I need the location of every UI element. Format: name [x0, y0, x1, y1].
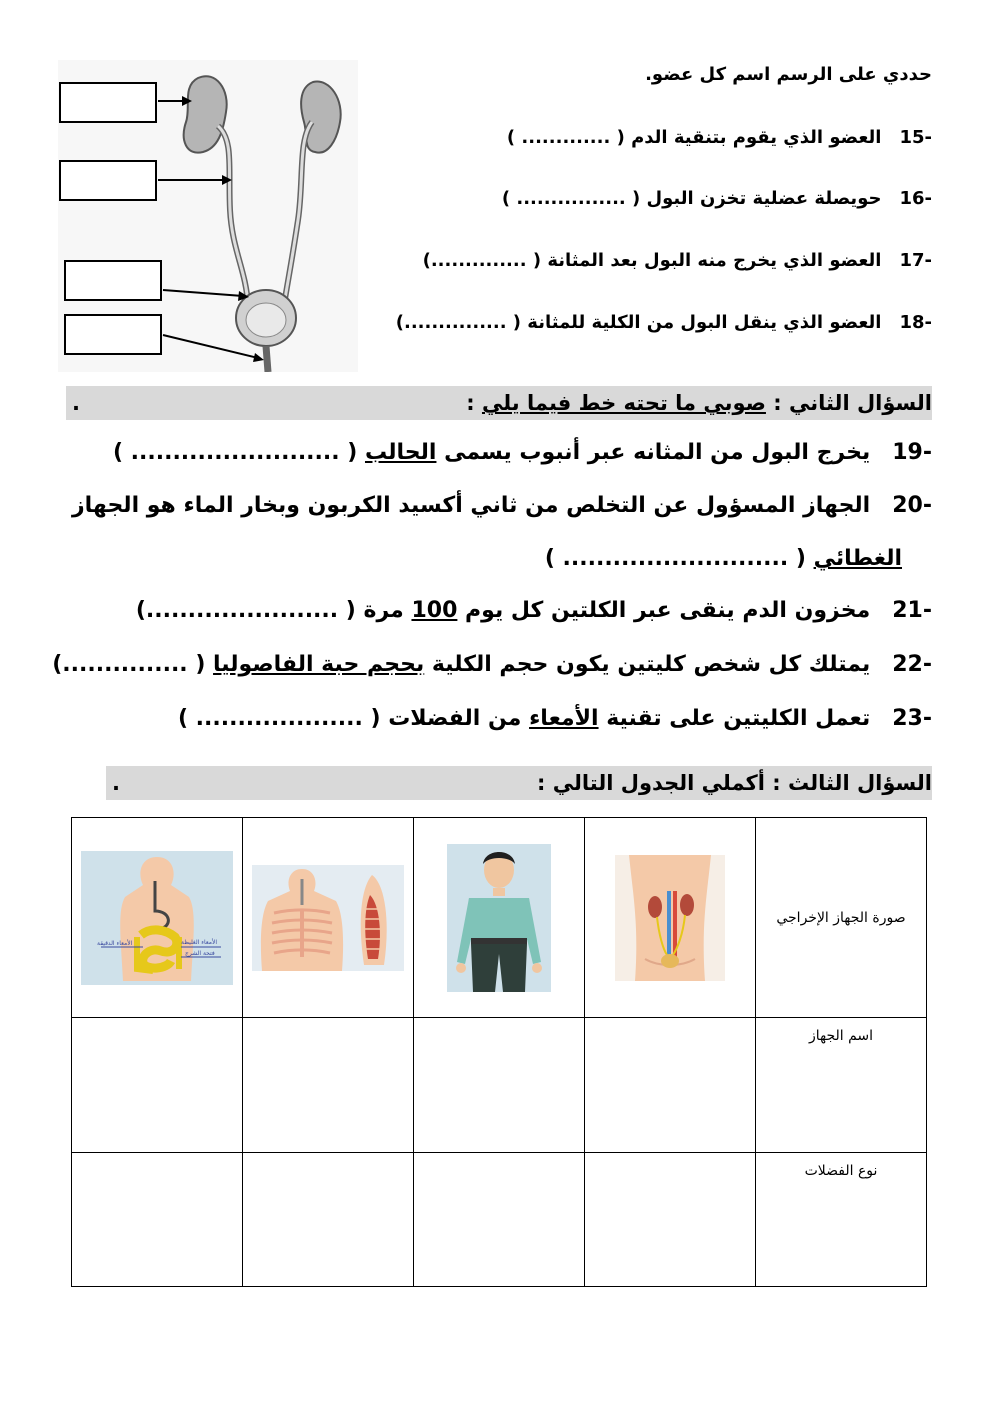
cell-urinary-image: [585, 818, 756, 1018]
answer-cell[interactable]: [72, 1152, 243, 1286]
urinary-system-diagram: [58, 60, 358, 372]
question-text: تعمل الكليتين على تقنية: [598, 706, 871, 731]
question-number: -21: [892, 598, 932, 623]
table-row-system-name: [72, 1018, 927, 1152]
answer-blank: مرة ( .......................): [135, 598, 412, 623]
answer-blank: ( ........................... ): [544, 546, 814, 571]
label-small-intestine: الأمعاء الدقيقة: [97, 939, 133, 947]
question-text: العضو الذي يقوم بتنقية الدم ( ............. ): [506, 127, 882, 148]
answer-blank: ( ......................... ): [112, 440, 365, 465]
question-number: -20: [892, 493, 932, 518]
row-header-system-name: اسم الجهاز: [756, 1018, 927, 1152]
question-text: العضو الذي يخرج منه البول بعد المثانة ( ..............): [422, 250, 882, 271]
answer-blank: من الفضلات ( .................... ): [177, 706, 530, 731]
question-15: [507, 127, 932, 148]
answer-cell[interactable]: [414, 1152, 585, 1286]
underlined-word: بحجم حبة الفاصوليا: [213, 652, 425, 677]
label-box-ureter[interactable]: [59, 160, 157, 201]
answer-cell[interactable]: [72, 1018, 243, 1152]
underlined-word: الحالب: [364, 440, 437, 465]
question-20-continuation: [545, 546, 902, 571]
answer-cell[interactable]: [243, 1018, 414, 1152]
table-row-images: [72, 818, 927, 1018]
respiratory-system-image: [252, 865, 404, 971]
label-anus: فتحة الشرج: [185, 949, 215, 957]
skin-person-image: [447, 844, 551, 992]
cell-respiratory-image: [243, 818, 414, 1018]
question-21: [136, 598, 932, 623]
section2-header: [66, 386, 932, 420]
question-text: يخرج البول من المثانه عبر أنبوب يسمى: [436, 440, 871, 465]
question-number: -22: [892, 652, 932, 677]
question-text: الجهاز المسؤول عن التخلص من ثاني أكسيد الكربون وبخار الماء هو الجهاز: [72, 493, 871, 518]
label-large-intestine: الأمعاء الغليظة: [181, 938, 218, 946]
section3-title: السؤال الثالث : أكملي الجدول التالي :: [537, 771, 932, 795]
question-number: -18: [899, 312, 932, 333]
label-box-urethra[interactable]: [64, 314, 162, 355]
cell-skin-image: [414, 818, 585, 1018]
underlined-word: الغطائي: [813, 546, 902, 571]
urinary-system-image: [615, 855, 725, 981]
underlined-word: الأمعاء: [529, 706, 599, 731]
answer-blank: ( ...............): [52, 652, 214, 677]
row-header-waste-type: نوع الفضلات: [756, 1152, 927, 1286]
question-text: يمتلك كل شخص كليتين يكون حجم الكلية: [424, 652, 871, 677]
answer-cell[interactable]: [585, 1018, 756, 1152]
question-text: مخزون الدم ينقى عبر الكلتين كل يوم: [457, 598, 871, 623]
question-text: العضو الذي ينقل البول من الكلية للمثانة ( ...............): [395, 312, 882, 333]
question-number: -19: [892, 440, 932, 465]
question-17: [423, 250, 932, 271]
question-16: [502, 188, 932, 209]
section3-dot: .: [112, 771, 120, 795]
question-23: [178, 706, 932, 731]
question-text: حويصلة عضلية تخزن البول ( ................ ): [501, 188, 882, 209]
answer-cell[interactable]: [585, 1152, 756, 1286]
section2-title-colon: :: [466, 391, 482, 415]
question-number: -16: [899, 188, 932, 209]
question-19: [113, 440, 932, 465]
question-18: [396, 312, 932, 333]
question-22: [52, 652, 932, 677]
section3-header: [106, 766, 932, 800]
underlined-word: 100: [411, 598, 458, 623]
cell-digestive-image: [72, 818, 243, 1018]
question-20: [72, 493, 932, 518]
section2-title-underlined: صوبي ما تحته خط فيما يلي: [481, 391, 766, 415]
section2-title: السؤال الثاني :: [765, 391, 932, 415]
section2-dot: .: [72, 391, 80, 415]
label-box-kidney[interactable]: [59, 82, 157, 123]
section1-instruction: حددي على الرسم اسم كل عضو.: [645, 64, 932, 85]
question-number: -23: [892, 706, 932, 731]
digestive-system-image: [81, 851, 233, 985]
excretory-systems-table: [71, 817, 927, 1287]
table-row-waste-type: [72, 1152, 927, 1286]
row-header-image: صورة الجهاز الإخراجي: [756, 818, 927, 1018]
label-box-bladder[interactable]: [64, 260, 162, 301]
question-number: -15: [899, 127, 932, 148]
answer-cell[interactable]: [414, 1018, 585, 1152]
answer-cell[interactable]: [243, 1152, 414, 1286]
question-number: -17: [899, 250, 932, 271]
